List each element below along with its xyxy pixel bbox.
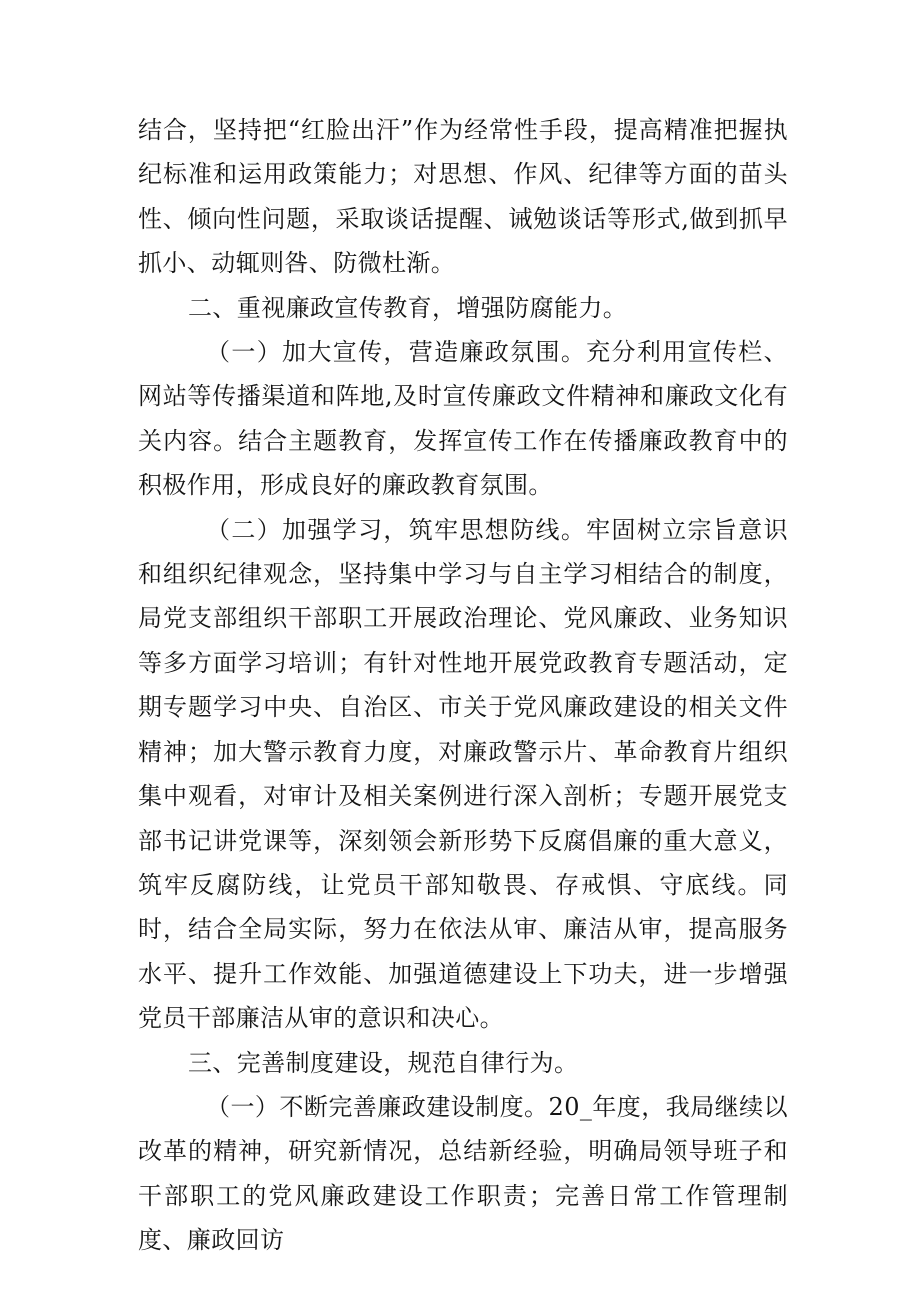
paragraph-3-1: （一）不断完善廉政建设制度。20_年度，我局继续以改革的精神，研究新情况，总结新经验，明确局领导班子和干部职工的党风廉政建设工作职责；完善日常工作管理制度、廉政回访 bbox=[138, 1092, 788, 1255]
section-heading-2: 二、重视廉政宣传教育，增强防腐能力。 bbox=[188, 293, 628, 322]
section-heading-3: 三、完善制度建设，规范自律行为。 bbox=[188, 1048, 579, 1077]
paragraph-2-1: （一）加大宣传，营造廉政氛围。充分利用宣传栏、网站等传播渠道和阵地,及时宣传廉政文件精神和廉政文化有关内容。结合主题教育，发挥宣传工作在传播廉政教育中的积极作用，形成良好的廉政教育氛围。 bbox=[138, 338, 788, 500]
paragraph-continuation: 结合，坚持把“红脸出汗”作为经常性手段，提高精准把握执纪标准和运用政策能力；对思想、作风、纪律等方面的苗头性、倾向性问题，采取谈话提醒、诫勉谈话等形式,做到抓早抓小、动辄则咎、防微杜渐。 bbox=[138, 116, 788, 278]
document-body bbox=[138, 108, 788, 1263]
paragraph-2-2: （二）加强学习，筑牢思想防线。牢固树立宗旨意识和组织纪律观念，坚持集中学习与自主学习相结合的制度，局党支部组织干部职工开展政治理论、党风廉政、业务知识等多方面学习培训；有针对性地开展党政教育专题活动，定期专题学习中央、自治区、市关于党风廉政建设的相关文件精神；加大警示教育力度，对廉政警示片、革命教育片组织集中观看，对审计及相关案例进行深入剖析；专题开展党支部书记讲党课等，深刻领会新形势下反腐倡廉的重大意义，筑牢反腐防线，让党员干部知敬畏、存戒惧、守底线。同时，结合全局实际，努力在依法从审、廉洁从审，提高服务水平、提升工作效能、加强道德建设上下功夫，进一步增强党员干部廉洁从审的意识和决心。 bbox=[138, 515, 788, 1033]
